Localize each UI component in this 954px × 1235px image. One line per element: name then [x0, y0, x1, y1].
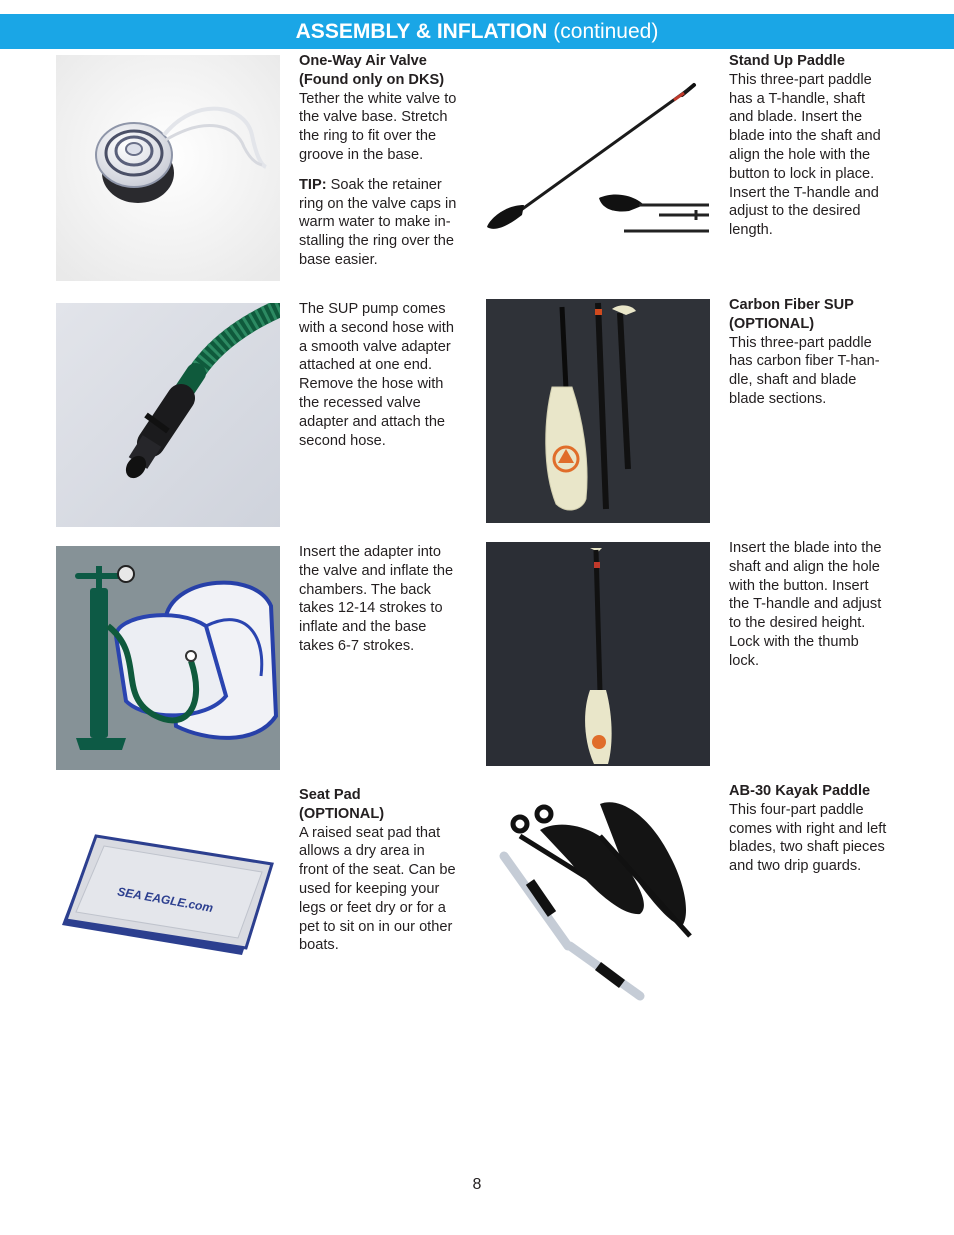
text-line: base easier.: [299, 251, 378, 268]
text-line: the ring to fit over the: [299, 128, 437, 145]
seat-pad-logo: SEA EAGLE.com: [116, 884, 215, 916]
carbon-fiber-description: [729, 296, 901, 409]
seat-pad-illustration: [56, 820, 280, 960]
text-line: and two drip guards.: [729, 858, 862, 875]
air-valve-subheading: (Found only on DKS): [299, 71, 445, 88]
tip-line: [299, 176, 471, 195]
photo-stand-up-paddle: [484, 55, 714, 245]
carbon-fiber-heading: Carbon Fiber SUP: [729, 297, 854, 313]
text-line: Insert the T-handle and: [729, 184, 879, 201]
text-line: chambers. The back: [299, 581, 431, 598]
air-valve-illustration: [56, 55, 280, 281]
text-line: shaft and align the hole: [729, 558, 880, 575]
text-line: with a second hose with: [299, 319, 454, 336]
text-line: groove in the base.: [299, 146, 424, 163]
text-line: has carbon fiber T-han-: [729, 353, 880, 370]
text-line: button to lock in place.: [729, 165, 875, 182]
text-line: Insert the adapter into: [299, 544, 441, 560]
text-line: ring on the valve caps in: [299, 195, 457, 212]
text-line: align the hole with the: [729, 146, 871, 163]
text-line: Insert the blade into the: [729, 540, 882, 556]
text-line: legs or feet dry or for a: [299, 899, 446, 916]
pump-hose-description: [299, 300, 471, 450]
text-line: This three-part paddle: [729, 71, 872, 88]
pump-hose-illustration: [56, 303, 280, 527]
text-line: takes 6-7 strokes.: [299, 637, 415, 654]
text-line: blade into the shaft and: [729, 128, 881, 145]
text-line: a smooth valve adapter: [299, 338, 451, 355]
stand-up-paddle-description: [729, 52, 901, 240]
text-line: allows a dry area in: [299, 843, 425, 860]
photo-carbon-fiber-sup: [486, 299, 710, 523]
section-banner: [0, 14, 954, 49]
inflating-seat-illustration: [56, 546, 280, 770]
inflate-description: [299, 543, 471, 656]
text-line: comes with right and left: [729, 820, 887, 837]
text-line: second hose.: [299, 432, 386, 449]
text-line: Tether the white valve to: [299, 90, 457, 107]
photo-pump-hose: [56, 303, 280, 527]
air-valve-description: [299, 52, 471, 270]
text-line: the T-handle and adjust: [729, 596, 882, 613]
text-line: used for keeping your: [299, 880, 440, 897]
text-line: has a T-handle, shaft: [729, 90, 866, 107]
text-line: lock.: [729, 652, 760, 669]
text-line: attached at one end.: [299, 357, 433, 374]
photo-air-valve: [56, 55, 280, 281]
text-line: Remove the hose with: [299, 376, 444, 393]
seat-pad-heading: Seat Pad: [299, 787, 361, 803]
banner-title-bold: ASSEMBLY & INFLATION: [295, 19, 548, 43]
air-valve-heading: One-Way Air Valve: [299, 53, 427, 69]
text-line: A raised seat pad that: [299, 824, 441, 841]
photo-kayak-paddle: [490, 796, 710, 1002]
text-line: adapter and attach the: [299, 413, 446, 430]
text-line: to the desired height.: [729, 615, 866, 632]
kayak-paddle-description: [729, 782, 901, 876]
kayak-paddle-heading: AB-30 Kayak Paddle: [729, 783, 871, 799]
kayak-paddle-illustration: [490, 796, 710, 1002]
stand-up-paddle-illustration: [484, 55, 714, 245]
text-line: pet to sit on in our other: [299, 918, 453, 935]
photo-assembled-paddle: [486, 542, 710, 766]
page-number: 8: [472, 1176, 482, 1193]
text-line: the valve and inflate the: [299, 562, 454, 579]
text-line: the recessed valve: [299, 394, 421, 411]
text-line: length.: [729, 222, 773, 239]
text-line: This three-part paddle: [729, 334, 872, 351]
text-line: blades, two shaft pieces: [729, 839, 885, 856]
tip-label: TIP:: [299, 176, 327, 193]
text-line: This four-part paddle: [729, 801, 864, 818]
text-line: stalling the ring over the: [299, 233, 454, 250]
text-line: and blade. Insert the: [729, 109, 863, 126]
text-line: dle, shaft and blade: [729, 372, 857, 389]
seat-pad-description: [299, 786, 471, 955]
text-line: inflate and the base: [299, 619, 427, 636]
assembled-paddle-illustration: [486, 542, 710, 766]
insert-blade-description: [729, 539, 901, 671]
carbon-fiber-subheading: (OPTIONAL): [729, 315, 815, 332]
photo-inflating-seat: [56, 546, 280, 770]
text-line: warm water to make in-: [299, 214, 451, 231]
text-line: takes 12-14 strokes to: [299, 600, 443, 617]
text-line: the valve base. Stretch: [299, 109, 448, 126]
text-line: with the button. Insert: [729, 577, 869, 594]
carbon-fiber-sup-illustration: [486, 299, 710, 523]
text-line: adjust to the desired: [729, 203, 861, 220]
text-line: Lock with the thumb: [729, 633, 859, 650]
text-line: front of the seat. Can be: [299, 862, 456, 879]
tip-text: Soak the retainer: [330, 176, 442, 193]
stand-up-paddle-heading: Stand Up Paddle: [729, 53, 845, 69]
photo-seat-pad: [56, 820, 280, 960]
text-line: The SUP pump comes: [299, 301, 446, 317]
text-line: blade sections.: [729, 390, 827, 407]
text-line: boats.: [299, 937, 339, 954]
seat-pad-subheading: (OPTIONAL): [299, 805, 385, 822]
banner-title-rest: (continued): [553, 19, 659, 43]
